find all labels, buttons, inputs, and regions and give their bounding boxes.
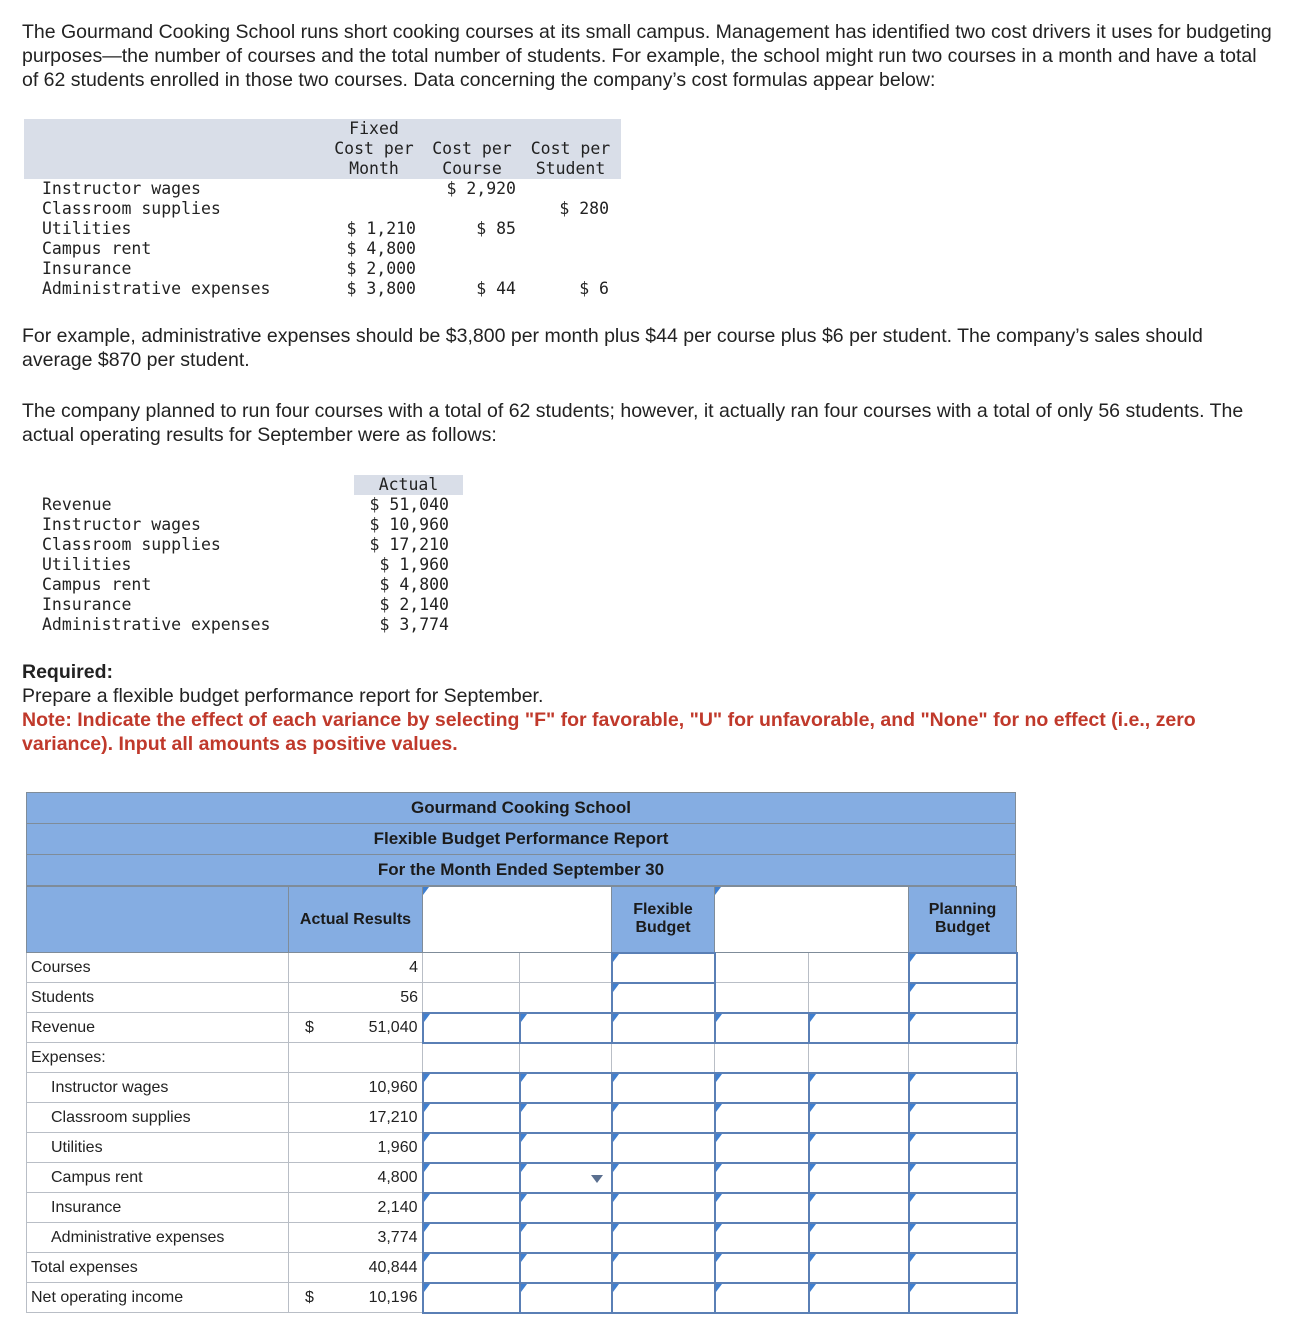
total-expenses-planning-input[interactable]	[909, 1253, 1017, 1283]
utilities-variance-input[interactable]	[423, 1133, 520, 1163]
utilities-volume-input[interactable]	[715, 1133, 809, 1163]
table-row: Total expenses 40,844	[27, 1253, 1017, 1283]
utilities-effect-select[interactable]	[520, 1133, 612, 1163]
net-income-effect-select[interactable]	[520, 1283, 612, 1313]
revenue-volume-variance-input[interactable]	[715, 1013, 809, 1043]
admin-expenses-flexible-input[interactable]	[612, 1223, 715, 1253]
table-row: Campus rent 4,800	[27, 1163, 1017, 1193]
insurance-variance-input[interactable]	[423, 1193, 520, 1223]
instructor-wages-effect-select[interactable]	[520, 1073, 612, 1103]
classroom-supplies-volume-input[interactable]	[715, 1103, 809, 1133]
table-row: Courses 4	[27, 953, 1017, 983]
instructor-wages-volume-effect-select[interactable]	[809, 1073, 909, 1103]
admin-expenses-planning-input[interactable]	[909, 1223, 1017, 1253]
report-grid	[26, 886, 1018, 1314]
admin-expense-paragraph: For example, administrative expenses should be $3,800 per month plus $44 per course plus $6 per student. The company’s sales should average $870 per student.	[22, 325, 1203, 371]
instructor-wages-variance-input[interactable]	[423, 1073, 520, 1103]
classroom-supplies-volume-effect-select[interactable]	[809, 1103, 909, 1133]
report-company-title: Gourmand Cooking School	[26, 792, 1016, 823]
table-row: Utilities 1,960	[27, 1133, 1017, 1163]
table-row: Net operating income $ 10,196	[27, 1283, 1017, 1313]
col-actual-results: Actual Results	[289, 887, 423, 953]
header-fixed-cost: Fixed Cost per Month	[324, 119, 424, 179]
table-row: Students 56	[27, 983, 1017, 1013]
header-cost-per-course: Cost per Course	[424, 119, 520, 179]
performance-report	[26, 792, 1016, 1314]
campus-rent-variance-input[interactable]	[423, 1163, 520, 1193]
cost-formula-table	[24, 119, 621, 299]
net-income-volume-input[interactable]	[715, 1283, 809, 1313]
actual-row: Classroom supplies $ 17,210	[42, 535, 449, 554]
planning-students-input[interactable]	[909, 983, 1017, 1013]
table-row: Insurance 2,140	[27, 1193, 1017, 1223]
net-income-variance-input[interactable]	[423, 1283, 520, 1313]
insurance-volume-effect-select[interactable]	[809, 1193, 909, 1223]
table-row: Classroom supplies 17,210	[27, 1103, 1017, 1133]
actual-row: Insurance $ 2,140	[42, 595, 449, 614]
total-expenses-flexible-input[interactable]	[612, 1253, 715, 1283]
header-input-1[interactable]	[423, 887, 612, 953]
insurance-volume-input[interactable]	[715, 1193, 809, 1223]
table-row: Revenue $ 51,040	[27, 1013, 1017, 1043]
cost-row: Instructor wages $ 2,920	[42, 179, 516, 198]
revenue-activity-effect-select[interactable]	[520, 1013, 612, 1043]
planning-courses-input[interactable]	[909, 953, 1017, 983]
total-expenses-variance-input[interactable]	[423, 1253, 520, 1283]
total-expenses-effect-select[interactable]	[520, 1253, 612, 1283]
actual-results-table	[24, 475, 463, 635]
total-expenses-volume-input[interactable]	[715, 1253, 809, 1283]
report-period: For the Month Ended September 30	[26, 854, 1016, 886]
table-row: Instructor wages 10,960	[27, 1073, 1017, 1103]
insurance-planning-input[interactable]	[909, 1193, 1017, 1223]
table-row: Administrative expenses 3,774	[27, 1223, 1017, 1253]
actual-row: Revenue $ 51,040	[42, 495, 449, 514]
cost-row: Insurance $ 2,000	[42, 259, 416, 278]
actual-row: Utilities $ 1,960	[42, 555, 449, 574]
cost-row: Administrative expenses $ 3,800 $ 44 $ 6	[42, 279, 609, 298]
cost-row: Classroom supplies $ 280	[42, 199, 609, 218]
report-title: Flexible Budget Performance Report	[26, 823, 1016, 854]
cost-row: Utilities $ 1,210 $ 85	[42, 219, 516, 238]
col-flexible-budget: Flexible Budget	[612, 887, 715, 953]
net-income-volume-effect-select[interactable]	[809, 1283, 909, 1313]
col-planning-budget: Planning Budget	[909, 887, 1017, 953]
table-row: Expenses:	[27, 1043, 1017, 1073]
admin-expenses-variance-input[interactable]	[423, 1223, 520, 1253]
campus-rent-effect-select[interactable]	[520, 1163, 612, 1193]
campus-rent-planning-input[interactable]	[909, 1163, 1017, 1193]
actual-row: Administrative expenses $ 3,774	[42, 615, 449, 634]
classroom-supplies-variance-input[interactable]	[423, 1103, 520, 1133]
admin-expenses-volume-effect-select[interactable]	[809, 1223, 909, 1253]
actual-row: Campus rent $ 4,800	[42, 575, 449, 594]
cost-row: Campus rent $ 4,800	[42, 239, 416, 258]
campus-rent-volume-effect-select[interactable]	[809, 1163, 909, 1193]
actual-row: Instructor wages $ 10,960	[42, 515, 449, 534]
flexible-students-input[interactable]	[612, 983, 715, 1013]
chevron-down-icon[interactable]	[591, 1175, 603, 1183]
instructor-wages-flexible-input[interactable]	[612, 1073, 715, 1103]
revenue-planning-input[interactable]	[909, 1013, 1017, 1043]
utilities-planning-input[interactable]	[909, 1133, 1017, 1163]
header-cost-per-student: Cost per Student	[520, 119, 621, 179]
revenue-flexible-input[interactable]	[612, 1013, 715, 1043]
admin-expenses-volume-input[interactable]	[715, 1223, 809, 1253]
utilities-volume-effect-select[interactable]	[809, 1133, 909, 1163]
required-title: Required:	[22, 661, 114, 683]
insurance-flexible-input[interactable]	[612, 1193, 715, 1223]
instructor-wages-planning-input[interactable]	[909, 1073, 1017, 1103]
classroom-supplies-flexible-input[interactable]	[612, 1103, 715, 1133]
revenue-volume-effect-select[interactable]	[809, 1013, 909, 1043]
campus-rent-flexible-input[interactable]	[612, 1163, 715, 1193]
utilities-flexible-input[interactable]	[612, 1133, 715, 1163]
revenue-activity-variance-input[interactable]	[423, 1013, 520, 1043]
classroom-supplies-planning-input[interactable]	[909, 1103, 1017, 1133]
instructor-wages-volume-input[interactable]	[715, 1073, 809, 1103]
net-income-planning-input[interactable]	[909, 1283, 1017, 1313]
insurance-effect-select[interactable]	[520, 1193, 612, 1223]
net-income-flexible-input[interactable]	[612, 1283, 715, 1313]
required-note: Note: Indicate the effect of each variance by selecting "F" for favorable, "U" for unfavorable, and "None" for no effect (i.e., zero variance). Input all amounts as positive values.	[22, 709, 1196, 755]
total-expenses-volume-effect-select[interactable]	[809, 1253, 909, 1283]
required-text: Prepare a flexible budget performance report for September.	[22, 685, 544, 707]
classroom-supplies-effect-select[interactable]	[520, 1103, 612, 1133]
header-actual: Actual	[354, 475, 463, 495]
plan-paragraph: The company planned to run four courses with a total of 62 students; however, it actually ran four courses with a total of only 56 students. The actual operating results for September were as follows:	[22, 400, 1244, 446]
header-input-2[interactable]	[715, 887, 909, 953]
intro-paragraph: The Gourmand Cooking School runs short cooking courses at its small campus. Management has identified two cost drivers it uses for budgeting purposes—the number of courses and the total number of students. For example, the school might run two courses in a month and have a total of 62 students enrolled in those two courses. Data concerning the company’s cost formulas appear below:	[22, 21, 1272, 91]
admin-expenses-effect-select[interactable]	[520, 1223, 612, 1253]
flexible-courses-input[interactable]	[612, 953, 715, 983]
campus-rent-volume-input[interactable]	[715, 1163, 809, 1193]
